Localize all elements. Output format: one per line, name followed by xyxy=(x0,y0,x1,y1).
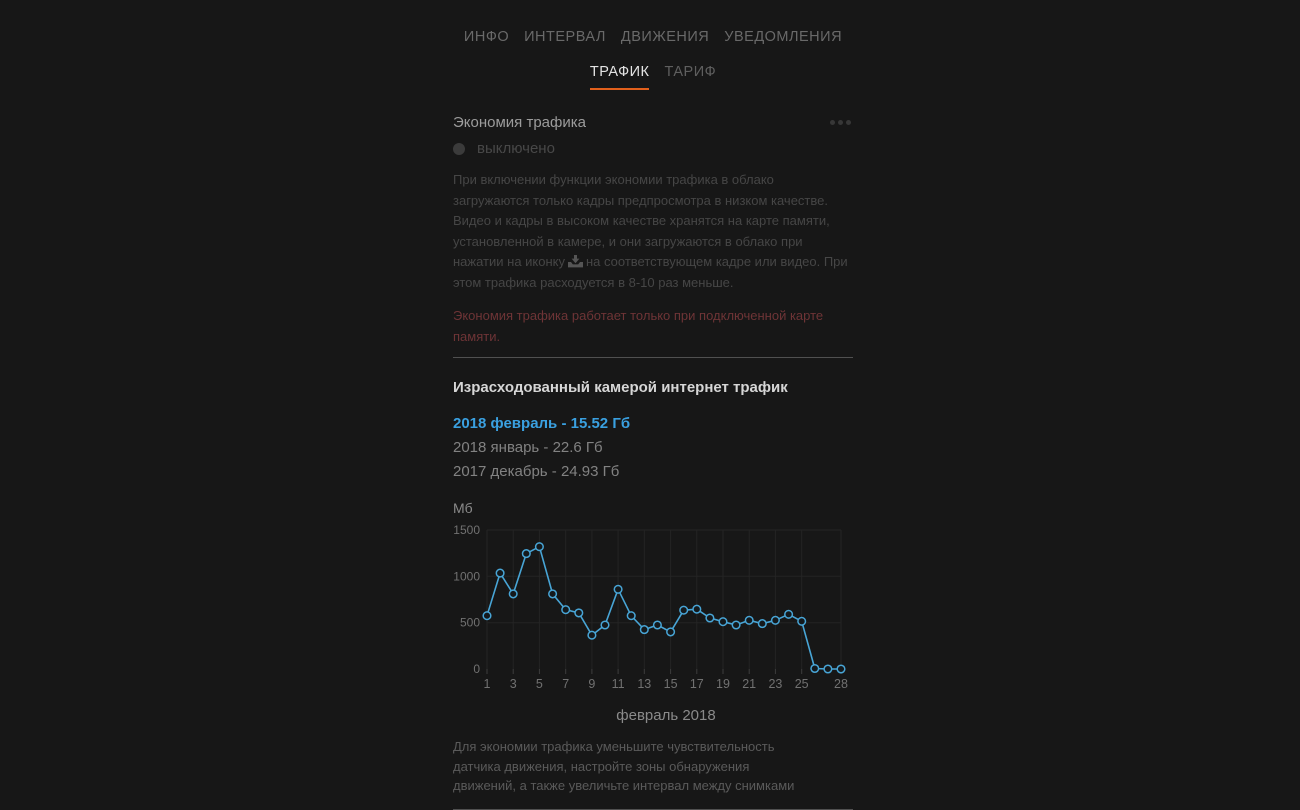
svg-text:17: 17 xyxy=(689,677,704,691)
tab-tariff[interactable]: ТАРИФ xyxy=(664,64,717,80)
tab-notifications[interactable]: УВЕДОМЛЕНИЯ xyxy=(724,29,843,45)
svg-text:25: 25 xyxy=(794,677,809,691)
traffic-saving-description xyxy=(453,170,853,293)
svg-text:28: 28 xyxy=(834,677,848,691)
traffic-saving-toggle[interactable] xyxy=(453,140,853,157)
description-part1: При включении функции экономии трафика в облако загружаются только кадры предпросмотра в низком качестве. Видео и кадры в высоком качестве хранятся на карте памяти, установленной в камере, и они загружаются в облако при нажатии на иконку xyxy=(453,172,830,269)
tab-motion[interactable]: ДВИЖЕНИЯ xyxy=(620,29,710,45)
month-item-dec-2017[interactable]: 2017 декабрь - 24.93 Гб xyxy=(453,463,620,480)
tab-traffic[interactable]: ТРАФИК xyxy=(590,64,650,90)
traffic-saving-status: выключено xyxy=(477,140,555,157)
month-item-jan-2018[interactable]: 2018 январь - 22.6 Гб xyxy=(453,439,603,456)
svg-text:15: 15 xyxy=(663,677,678,691)
svg-text:1500: 1500 xyxy=(453,523,480,537)
svg-text:3: 3 xyxy=(509,677,517,691)
svg-text:0: 0 xyxy=(473,662,480,676)
svg-text:23: 23 xyxy=(768,677,783,691)
svg-text:11: 11 xyxy=(611,677,625,691)
svg-text:1: 1 xyxy=(483,677,491,691)
svg-text:5: 5 xyxy=(535,677,543,691)
tab-interval[interactable]: ИНТЕРВАЛ xyxy=(524,29,606,45)
description-part2: на соответствующем кадре или видео. При этом трафика расходуется в 8-10 раз меньше. xyxy=(453,254,848,290)
month-item-feb-2018[interactable]: 2018 февраль - 15.52 Гб xyxy=(453,415,631,432)
tabs-row-primary xyxy=(453,29,853,45)
svg-text:13: 13 xyxy=(637,677,652,691)
traffic-saving-warning: Экономия трафика работает только при подключенной карте памяти. xyxy=(453,308,824,344)
section-divider-bottom xyxy=(453,809,853,810)
svg-text:19: 19 xyxy=(716,677,730,691)
tab-info[interactable]: ИНФО xyxy=(463,29,510,45)
month-list xyxy=(453,412,853,484)
traffic-saving-header xyxy=(453,114,853,131)
svg-text:500: 500 xyxy=(459,615,480,630)
radio-off-icon xyxy=(453,143,465,155)
svg-text:1000: 1000 xyxy=(453,569,480,584)
svg-text:9: 9 xyxy=(588,677,596,691)
tabs-row-secondary xyxy=(453,64,853,90)
svg-text:7: 7 xyxy=(562,677,570,691)
settings-page xyxy=(453,0,853,810)
chart-x-axis-caption: февраль 2018 xyxy=(616,707,716,724)
traffic-chart-block xyxy=(453,500,853,724)
section-divider-top xyxy=(453,357,853,358)
traffic-saving-hint: Для экономии трафика уменьшите чувствительность датчика движения, настройте зоны обнаружения движений, а также увеличьте интервал между снимками xyxy=(453,739,795,793)
usage-title: Израсходованный камерой интернет трафик xyxy=(453,379,788,396)
chart-y-unit-label: Мб xyxy=(453,500,473,516)
svg-text:21: 21 xyxy=(742,677,757,691)
traffic-line-chart xyxy=(453,518,853,696)
more-menu-icon[interactable] xyxy=(828,116,853,129)
traffic-saving-title: Экономия трафика xyxy=(453,114,586,131)
download-to-card-icon xyxy=(568,255,583,268)
